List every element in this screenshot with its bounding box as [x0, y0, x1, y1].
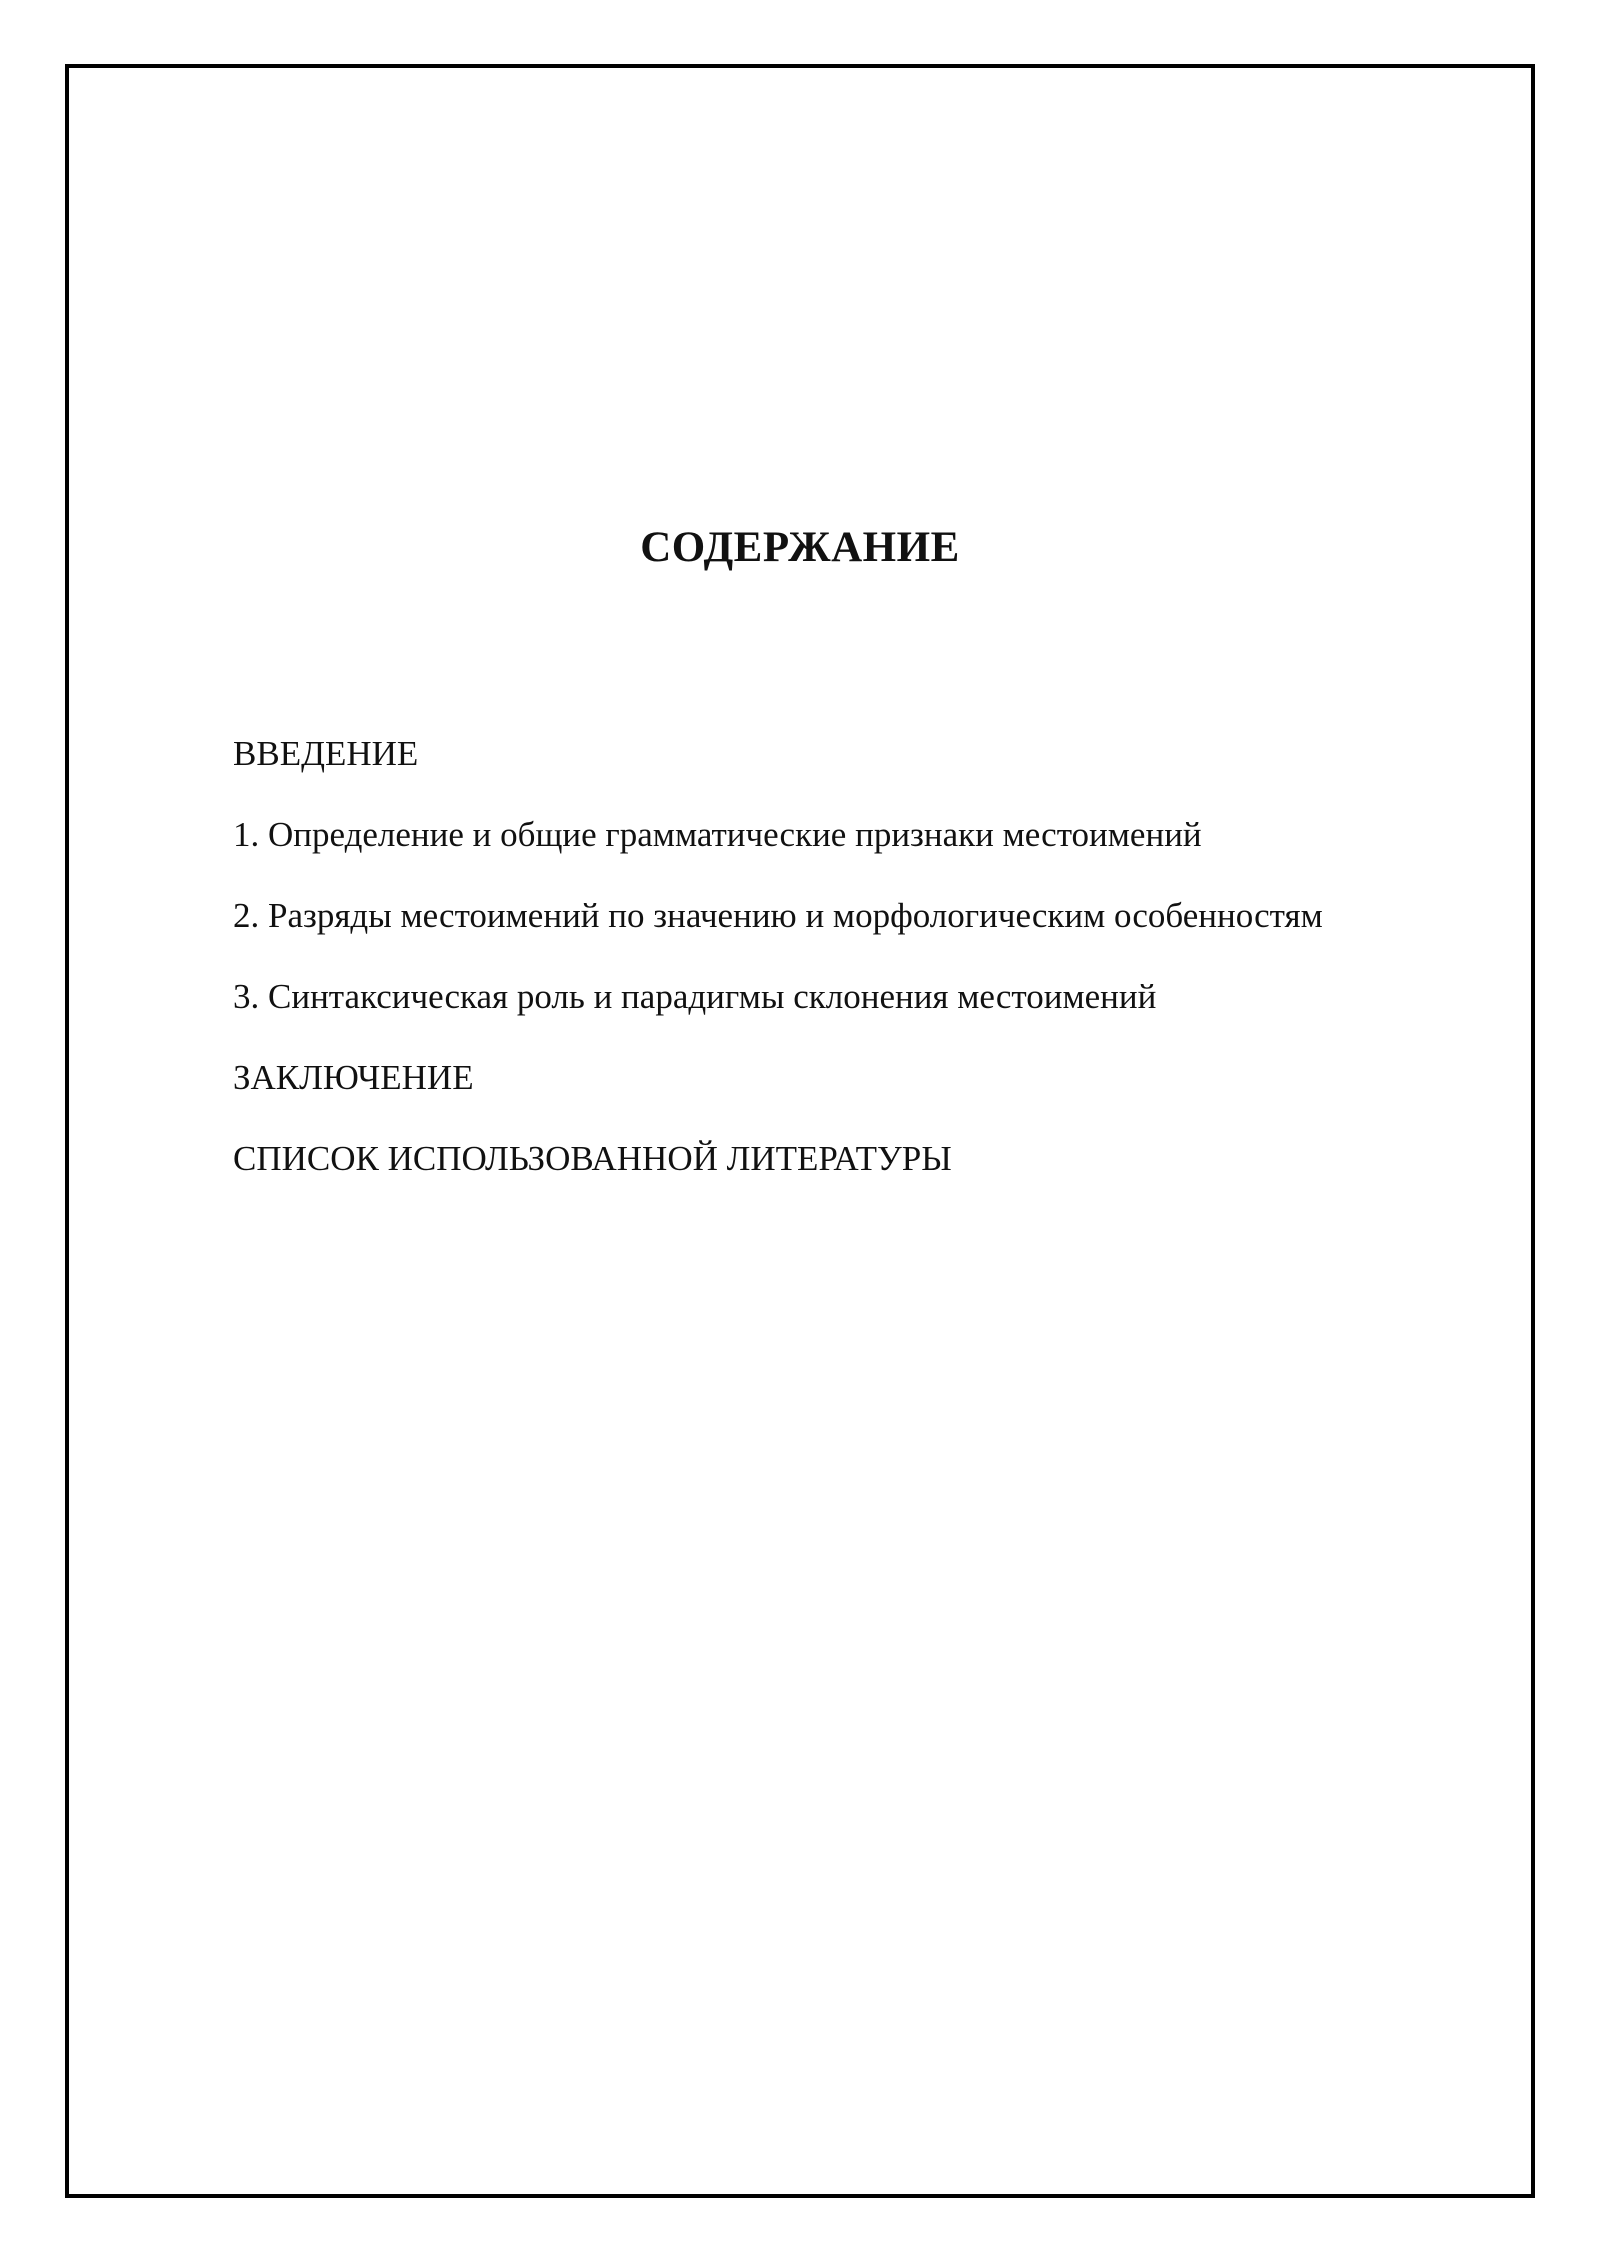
toc-item-references: СПИСОК ИСПОЛЬЗОВАННОЙ ЛИТЕРАТУРЫ [233, 1139, 952, 1178]
page-title: СОДЕРЖАНИЕ [640, 524, 960, 571]
table-of-contents [233, 713, 1323, 1199]
toc-item-conclusion: ЗАКЛЮЧЕНИЕ [233, 1058, 474, 1097]
toc-item-chapter-1: 1. Определение и общие грамматические признаки местоимений [233, 815, 1202, 854]
toc-item-introduction: ВВЕДЕНИЕ [233, 734, 419, 773]
toc-item-chapter-3: 3. Синтаксическая роль и парадигмы склонения местоимений [233, 977, 1157, 1016]
page-border-frame [65, 64, 1535, 2198]
toc-item-chapter-2: 2. Разряды местоимений по значению и морфологическим особенностям [233, 896, 1323, 935]
